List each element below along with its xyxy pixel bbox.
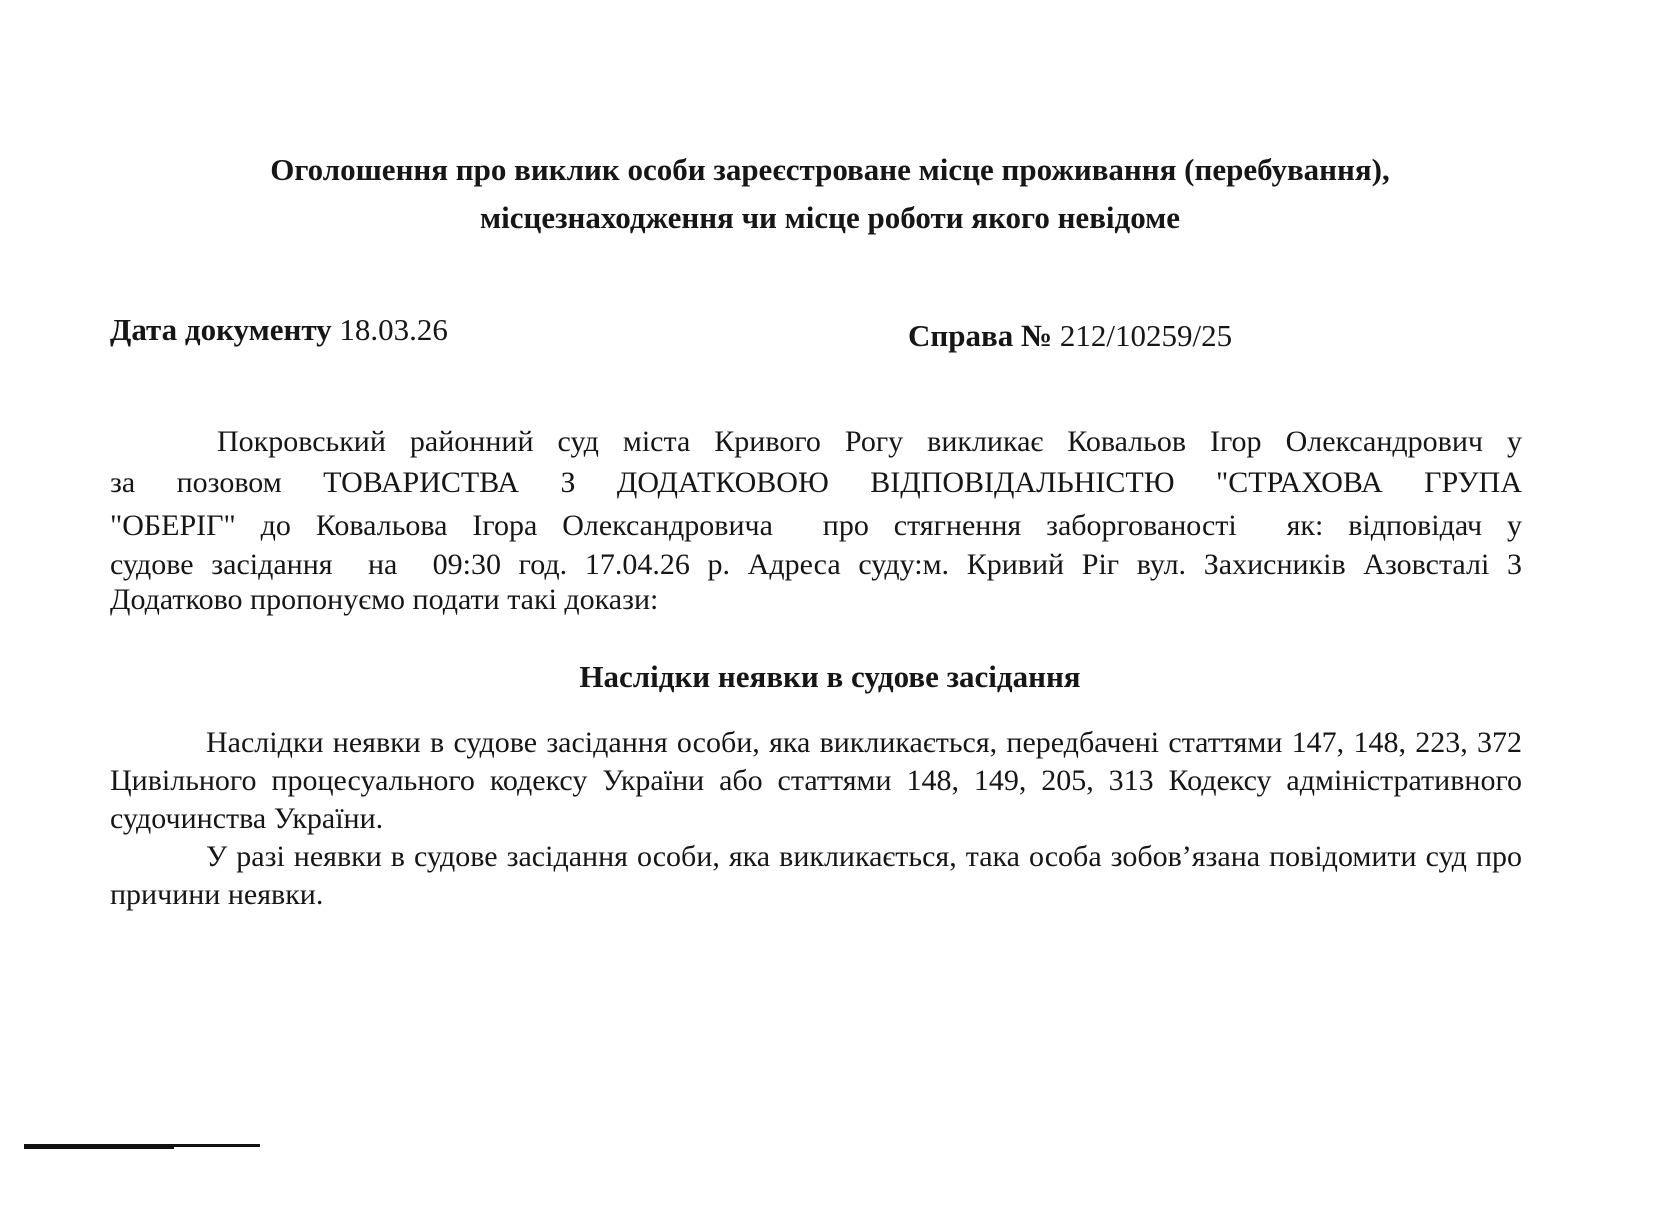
body-line-5: Додатково пропонуємо подати такі докази: [110, 583, 659, 616]
document-date-value: 18.03.26 [339, 312, 448, 347]
body-line-4: судове засідання на 09:30 год. 17.04.26 р. Адреса суду:м. Кривий Ріг вул. Захисників Азовсталі 3 [110, 548, 1522, 581]
consequences-paragraph-2: У разі неявки в судове засідання особи, яка викликається, така особа зобов’язана повідомити суд про причини неявки. [110, 840, 1522, 911]
body-line-2: за позовом ТОВАРИСТВА З ДОДАТКОВОЮ ВІДПОВІДАЛЬНІСТЮ "СТРАХОВА ГРУПА [110, 466, 1522, 499]
document-date [110, 310, 448, 350]
case-number-label: Справа № [908, 318, 1053, 353]
document-title-line-1: Оголошення про виклик особи зареєстроване місце проживання (перебування), [270, 152, 1390, 187]
body-line-3: "ОБЕРІГ" до Ковальова Ігора Олександровича про стягнення заборгованості як: відповідач у [110, 509, 1522, 542]
case-number-value: 212/10259/25 [1059, 318, 1233, 353]
footer-divider [24, 1144, 260, 1147]
document-title-line-2: місцезнаходження чи місце роботи якого невідоме [479, 200, 1181, 235]
body-line-1: Покровський районний суд міста Кривого Рогу викликає Ковальов Ігор Олександрович у [217, 425, 1522, 458]
consequences-paragraph-1: Наслідки неявки в судове засідання особи, яка викликається, передбачені статтями 147, 148, 223, 372 Цивільного процесуального кодексу України або статтями 148, 149, 205, 313 Кодексу адміністративного судочинства України. [110, 726, 1522, 835]
consequences-heading: Наслідки неявки в судове засідання [579, 659, 1081, 694]
case-number [908, 316, 1232, 356]
document-date-label: Дата документу [110, 312, 332, 347]
